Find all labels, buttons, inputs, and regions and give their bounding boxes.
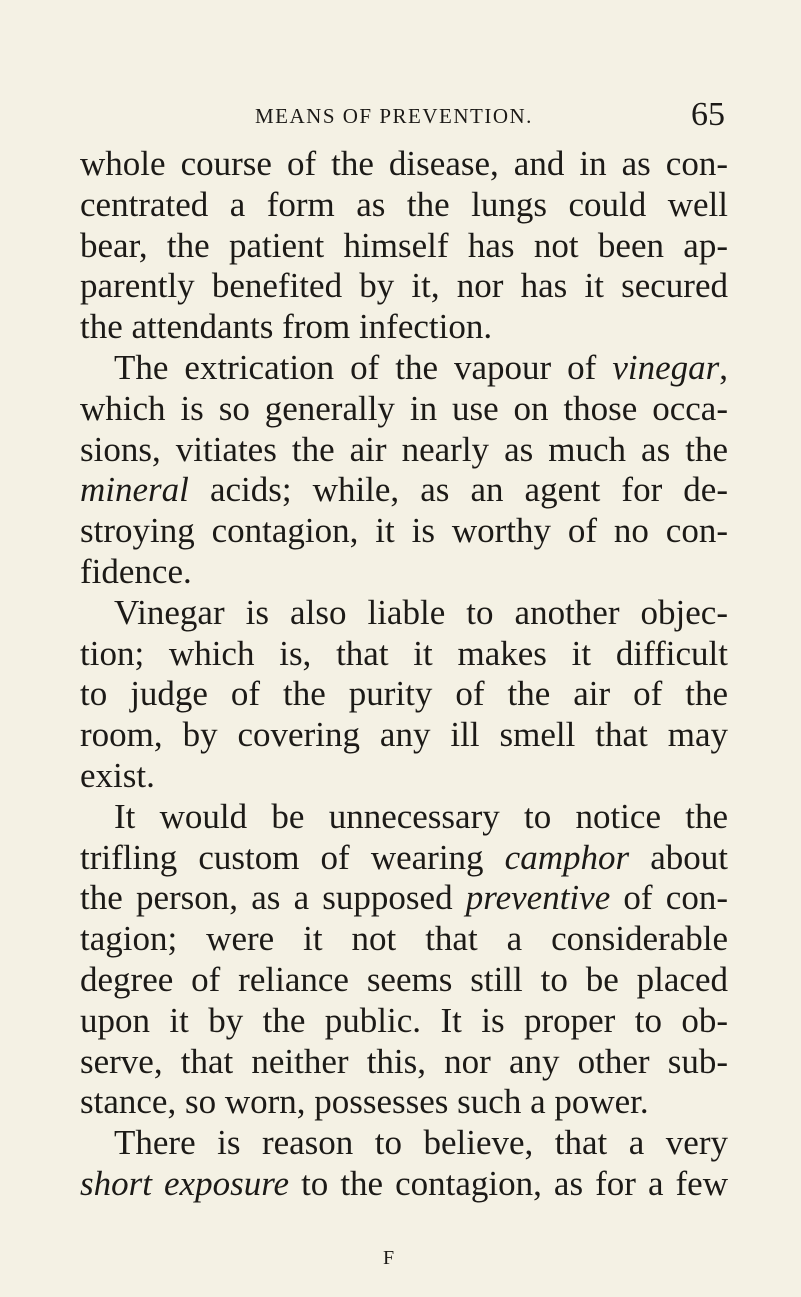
text-line: the attendants from infection. [80,307,493,347]
text-line: centrated a form as the lungs could well [80,184,728,224]
text-line: bear, the patient himself has not been ap- [80,225,728,265]
text-line: trifling custom of wearing camphor about [80,837,728,877]
text-line: sions, vitiates the air nearly as much as the [80,429,728,469]
text-line: The extrication of the vapour of vinegar, [114,347,728,387]
text-line: Vinegar is also liable to another objec- [114,592,728,632]
italic-text: camphor [504,837,630,877]
text-line: degree of reliance seems still to be placed [80,959,728,999]
italic-text: short exposure [80,1163,290,1203]
text-line: upon it by the public. It is proper to ob- [80,1000,728,1040]
page-number: 65 [691,96,725,133]
text-line: parently benefited by it, nor has it secured [80,266,728,306]
text-line: stance, so worn, possesses such a power. [80,1082,649,1122]
text-line: serve, that neither this, nor any other sub- [80,1041,728,1081]
text-line: to judge of the purity of the air of the [80,674,728,714]
text-line: mineral acids; while, as an agent for de- [80,470,728,510]
text-line: There is reason to believe, that a very [114,1123,728,1163]
text-line: room, by covering any ill smell that may [80,715,728,755]
text-line: tion; which is, that it makes it difficult [80,633,728,673]
italic-text: mineral [80,470,189,510]
text-line: stroying contagion, it is worthy of no con- [80,511,728,551]
text-line: tagion; were it not that a considerable [80,919,728,959]
body-text [80,144,728,1205]
italic-text: vinegar [612,347,720,387]
signature-mark: F [383,1247,395,1269]
running-head [255,96,725,136]
text-line: short exposure to the contagion, as for a few [80,1163,728,1203]
text-line: which is so generally in use on those occa- [80,388,728,428]
text-line: the person, as a supposed preventive of con- [80,878,728,918]
running-head-title: MEANS OF PREVENTION. [255,104,533,128]
text-line: fidence. [80,551,192,591]
italic-text: preventive [465,878,611,918]
text-line: It would be unnecessary to notice the [114,796,728,836]
text-line: exist. [80,755,155,795]
text-line: whole course of the disease, and in as con- [80,144,728,183]
